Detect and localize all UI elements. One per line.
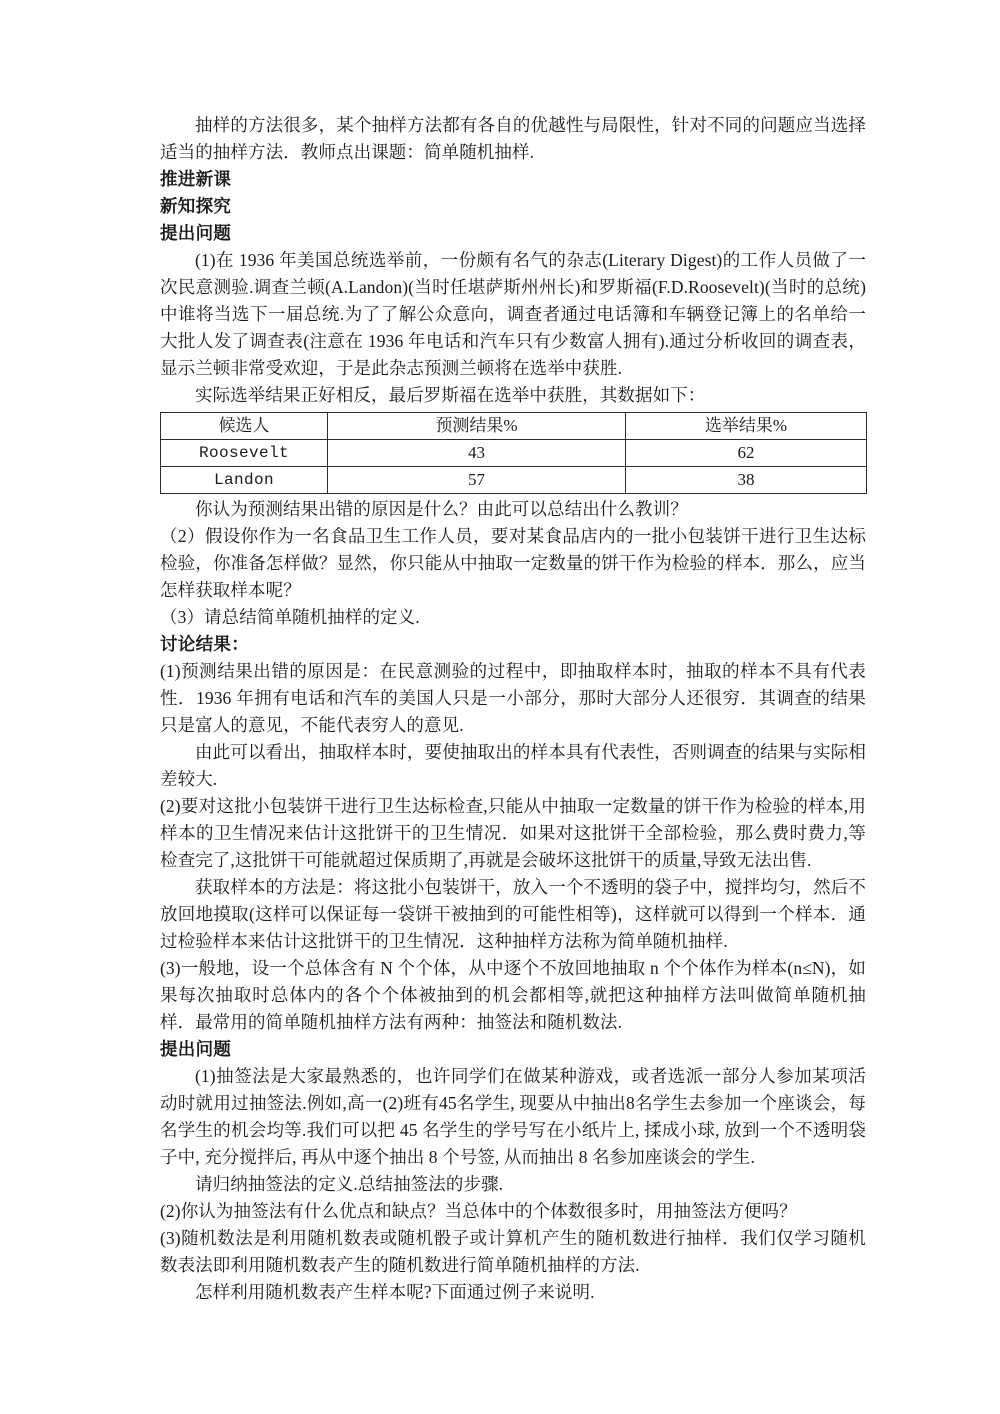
paragraph-discussion-1: (1)预测结果出错的原因是：在民意测验的过程中，即抽取样本时，抽取的样本不具有代表性．1936 年拥有电话和汽车的美国人只是一小部分，那时大部分人还很穷．其调查的结果只是富人的意见，不能代表穷人的意见. [160, 661, 866, 735]
cell-predicted-landon: 57 [328, 467, 626, 494]
paragraph-discussion-2: (2)要对这批小包装饼干进行卫生达标检查,只能从中抽取一定数量的饼干作为检验的样本,用样本的卫生情况来估计这批饼干的卫生情况．如果对这批饼干全部检验，那么费时费力,等检查完了,这批饼干可能就超过保质期了,再就是会破坏这批饼干的质量,导致无法出售. [160, 796, 866, 870]
document-body [160, 112, 866, 1306]
heading-new-knowledge-inquiry: 新知探究 [160, 196, 232, 216]
paragraph-table-lead: 实际选举结果正好相反，最后罗斯福在选举中获胜，其数据如下： [195, 385, 706, 405]
column-header-actual: 选举结果% [626, 413, 867, 440]
paragraph-q2-question-1: (1)抽签法是大家最熟悉的，也许同学们在做某种游戏，或者选派一部分人参加某项活动时就用过抽签法.例如,高一(2)班有45名学生, 现要从中抽出8名学生去参加一个座谈会，每名学生的机会均等.我们可以把 45 名学生的学号写在小纸片上, 揉成小球, 放到一个不透明袋子中, 充分搅拌后, 再从中逐个抽出 8 个号签, 从而抽出 8 名参加座谈会的学生. [160, 1066, 866, 1167]
column-header-predicted: 预测结果% [328, 413, 626, 440]
paragraph-discussion-3: (3)一般地，设一个总体含有 N 个个体，从中逐个不放回地抽取 n 个个体作为样本(n≤N)，如果每次抽取时总体内的各个个体被抽到的机会都相等,就把这种抽样方法叫做简单随机抽样．最常用的简单随机抽样方法有两种：抽签法和随机数法. [160, 958, 866, 1032]
paragraph-after-table: 你认为预测结果出错的原因是什么？由此可以总结出什么教训？ [195, 499, 688, 519]
cell-candidate-landon: Landon [161, 467, 328, 494]
paragraph-q2-question-1b: 请归纳抽签法的定义.总结抽签法的步骤. [195, 1174, 504, 1194]
paragraph-question-2: （2）假设你作为一名食品卫生工作人员，要对某食品店内的一批小包装饼干进行卫生达标检验，你准备怎样做？显然，你只能从中抽取一定数量的饼干作为检验的样本．那么，应当怎样获取样本呢？ [160, 526, 866, 600]
election-results-table-wrapper [160, 412, 866, 494]
cell-predicted-roosevelt: 43 [328, 440, 626, 467]
heading-discussion-results: 讨论结果： [160, 634, 249, 654]
table-row [161, 467, 867, 494]
heading-raise-questions-second: 提出问题 [160, 1039, 232, 1059]
paragraph-q2-question-3: (3)随机数法是利用随机数表或随机骰子或计算机产生的随机数进行抽样．我们仅学习随机数表法即利用随机数表产生的随机数进行简单随机抽样的方法. [160, 1228, 866, 1275]
table-row [161, 440, 867, 467]
cell-actual-roosevelt: 62 [626, 440, 867, 467]
paragraph-intro: 抽样的方法很多，某个抽样方法都有各自的优越性与局限性，针对不同的问题应当选择适当的抽样方法．教师点出课题：简单随机抽样. [160, 115, 866, 162]
column-header-candidate: 候选人 [161, 413, 328, 440]
paragraph-q2-question-2: (2)你认为抽签法有什么优点和缺点？当总体中的个体数很多时，用抽签法方便吗？ [160, 1201, 797, 1221]
election-results-table [160, 412, 867, 494]
paragraph-discussion-2b: 获取样本的方法是：将这批小包装饼干，放入一个不透明的袋子中，搅拌均匀，然后不放回地摸取(这样可以保证每一袋饼干被抽到的可能性相等)，这样就可以得到一个样本．通过检验样本来估计这批饼干的卫生情况．这种抽样方法称为简单随机抽样. [160, 877, 866, 951]
table-header-row [161, 413, 867, 440]
heading-raise-questions-first: 提出问题 [160, 223, 232, 243]
paragraph-q2-question-3b: 怎样利用随机数表产生样本呢?下面通过例子来说明. [195, 1282, 595, 1302]
heading-advance-new-lesson: 推进新课 [160, 169, 232, 189]
cell-candidate-roosevelt: Roosevelt [161, 440, 328, 467]
paragraph-question-3: （3）请总结简单随机抽样的定义. [160, 607, 420, 627]
paragraph-discussion-1b: 由此可以看出，抽取样本时，要使抽取出的样本具有代表性，否则调查的结果与实际相差较大. [160, 742, 866, 789]
cell-actual-landon: 38 [626, 467, 867, 494]
paragraph-question-1: (1)在 1936 年美国总统选举前，一份颇有名气的杂志(Literary Digest)的工作人员做了一次民意测验.调查兰顿(A.Landon)(当时任堪萨斯州州长)和罗斯福(F.D.Roosevelt)(当时的总统)中谁将当选下一届总统.为了了解公众意向，调查者通过电话簿和车辆登记簿上的名单给一大批人发了调查表(注意在 1936 年电话和汽车只有少数富人拥有).通过分析收回的调查表，显示兰顿非常受欢迎，于是此杂志预测兰顿将在选举中获胜. [160, 250, 866, 378]
